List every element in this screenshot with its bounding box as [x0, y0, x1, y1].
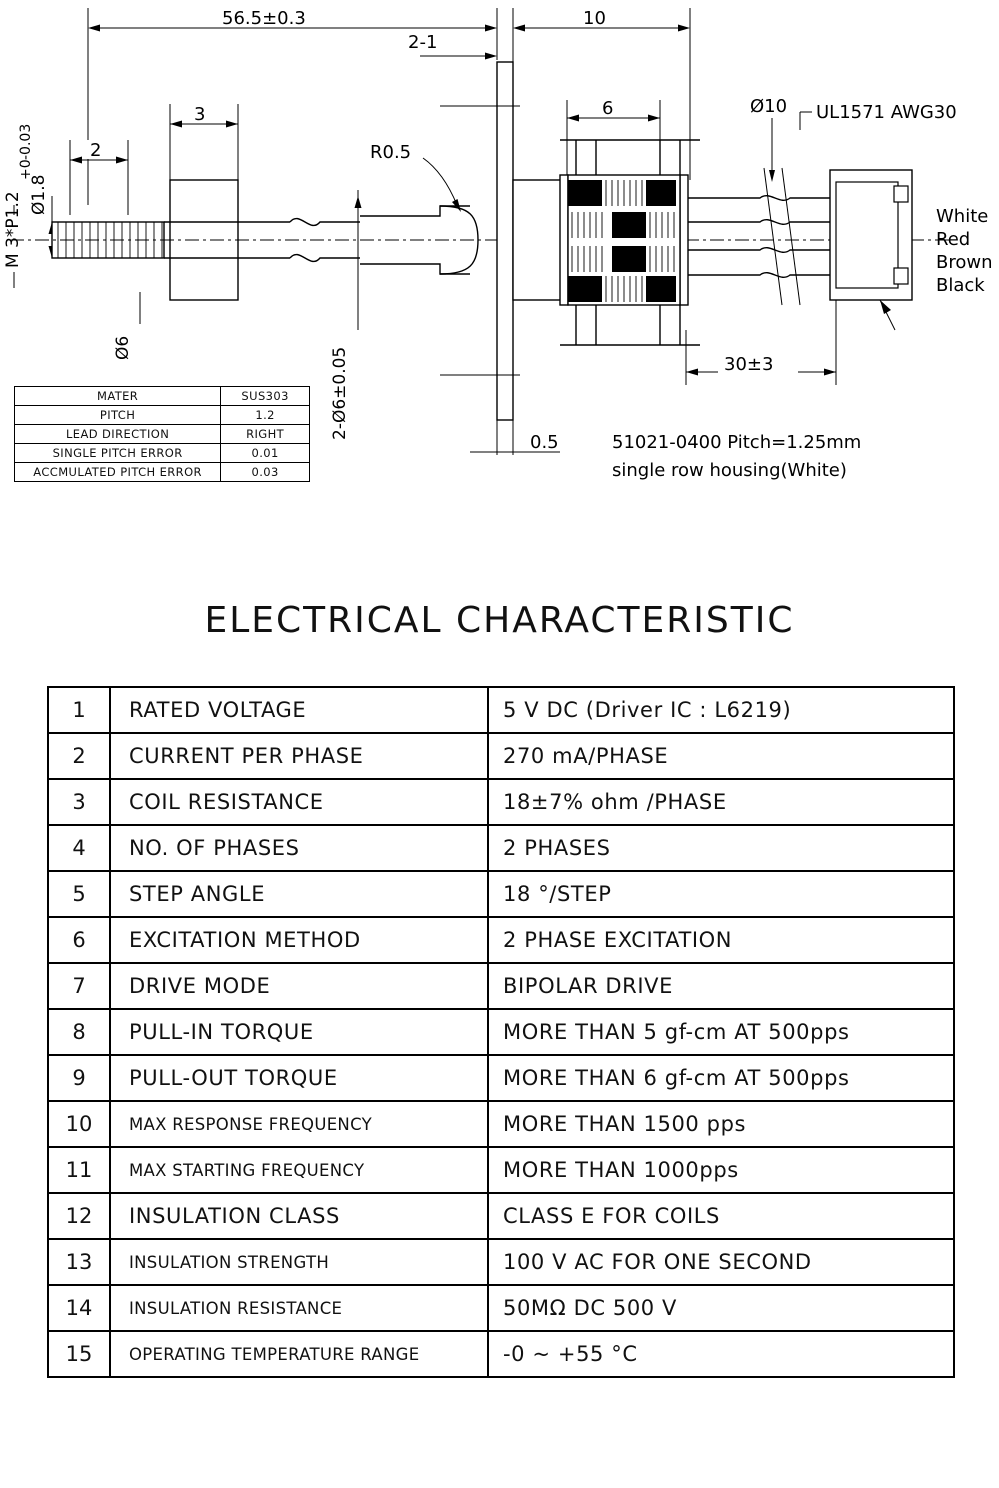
row-item: PULL-OUT TORQUE — [110, 1055, 488, 1101]
single-pitch-error-value: 0.01 — [221, 444, 310, 463]
row-value: 2 PHASES — [488, 825, 954, 871]
table-row — [48, 1147, 954, 1193]
row-value: MORE THAN 1500 pps — [488, 1101, 954, 1147]
svg-text:Ø1.8: Ø1.8 — [29, 174, 49, 215]
row-value: BIPOLAR DRIVE — [488, 963, 954, 1009]
svg-text:51021-0400 Pitch=1.25mm: 51021-0400 Pitch=1.25mm — [612, 432, 862, 453]
table-row — [48, 963, 954, 1009]
dim-2-1 — [408, 32, 497, 60]
svg-text:2-1: 2-1 — [408, 32, 438, 53]
label-r05 — [370, 142, 461, 212]
row-item: EXCITATION METHOD — [110, 917, 488, 963]
table-row — [15, 444, 310, 463]
row-number: 10 — [48, 1101, 110, 1147]
svg-text:10: 10 — [583, 8, 606, 29]
row-item: MAX RESPONSE FREQUENCY — [110, 1101, 488, 1147]
svg-text:Ø6: Ø6 — [113, 335, 133, 360]
row-item: COIL RESISTANCE — [110, 779, 488, 825]
row-value: 2 PHASE EXCITATION — [488, 917, 954, 963]
table-row — [48, 733, 954, 779]
row-number: 5 — [48, 871, 110, 917]
svg-text:single row housing(White): single row housing(White) — [612, 460, 847, 481]
row-value: 18 °/STEP — [488, 871, 954, 917]
material-table-body — [15, 387, 310, 482]
row-item: MAX STARTING FREQUENCY — [110, 1147, 488, 1193]
dim-10 — [513, 8, 690, 180]
accumulated-pitch-error-label: ACCMULATED PITCH ERROR — [15, 463, 221, 482]
electrical-characteristic-body — [48, 687, 954, 1377]
row-number: 4 — [48, 825, 110, 871]
svg-text:0.5: 0.5 — [530, 432, 559, 453]
dim-6-pcb — [567, 98, 660, 180]
table-row — [48, 1239, 954, 1285]
row-number: 6 — [48, 917, 110, 963]
svg-text:UL1571 AWG30: UL1571 AWG30 — [816, 102, 957, 123]
dim-dia6 — [113, 292, 140, 360]
row-value: -0 ~ +55 °C — [488, 1331, 954, 1377]
table-row — [48, 1193, 954, 1239]
lead-wires — [688, 168, 830, 305]
accumulated-pitch-error-value: 0.03 — [221, 463, 310, 482]
dim-wire-length — [686, 300, 836, 385]
row-number: 15 — [48, 1331, 110, 1377]
row-number: 12 — [48, 1193, 110, 1239]
table-row — [48, 1285, 954, 1331]
table-row — [48, 917, 954, 963]
row-value: MORE THAN 6 gf-cm AT 500pps — [488, 1055, 954, 1101]
table-row — [15, 406, 310, 425]
connector-spec-label — [612, 432, 861, 481]
svg-text:M 3*P1.2: M 3*P1.2 — [3, 191, 23, 268]
connector-housing — [830, 170, 912, 330]
row-item: PULL-IN TORQUE — [110, 1009, 488, 1055]
svg-text:Ø10: Ø10 — [750, 96, 788, 117]
svg-text:Black: Black — [936, 275, 985, 296]
lead-direction-label: LEAD DIRECTION — [15, 425, 221, 444]
coil-assembly — [560, 140, 700, 345]
row-value: 270 mA/PHASE — [488, 733, 954, 779]
lead-direction-value: RIGHT — [221, 425, 310, 444]
dim-plate-thickness — [470, 420, 560, 455]
mounting-flange — [440, 62, 567, 420]
row-value: 100 V AC FOR ONE SECOND — [488, 1239, 954, 1285]
row-number: 7 — [48, 963, 110, 1009]
row-item: NO. OF PHASES — [110, 825, 488, 871]
material-value: SUS303 — [221, 387, 310, 406]
table-row — [15, 425, 310, 444]
row-value: 18±7% ohm /PHASE — [488, 779, 954, 825]
row-number: 3 — [48, 779, 110, 825]
row-item: INSULATION STRENGTH — [110, 1239, 488, 1285]
row-number: 14 — [48, 1285, 110, 1331]
table-row — [48, 1101, 954, 1147]
svg-text:6: 6 — [602, 98, 614, 119]
row-number: 13 — [48, 1239, 110, 1285]
svg-text:Brown: Brown — [936, 252, 993, 273]
table-row — [48, 825, 954, 871]
pitch-value: 1.2 — [221, 406, 310, 425]
table-row — [48, 1009, 954, 1055]
svg-text:R0.5: R0.5 — [370, 142, 412, 163]
row-value: 50MΩ DC 500 V — [488, 1285, 954, 1331]
svg-text:3: 3 — [194, 104, 206, 125]
svg-text:2: 2 — [90, 140, 102, 161]
row-item: CURRENT PER PHASE — [110, 733, 488, 779]
row-number: 8 — [48, 1009, 110, 1055]
table-row — [48, 1055, 954, 1101]
row-number: 2 — [48, 733, 110, 779]
table-row — [15, 463, 310, 482]
row-value: MORE THAN 1000pps — [488, 1147, 954, 1193]
row-value: MORE THAN 5 gf-cm AT 500pps — [488, 1009, 954, 1055]
table-row — [15, 387, 310, 406]
dim-left-shaft — [3, 124, 128, 288]
row-number: 9 — [48, 1055, 110, 1101]
svg-text:-0.03: -0.03 — [18, 123, 34, 160]
row-item: RATED VOLTAGE — [110, 687, 488, 733]
row-item: STEP ANGLE — [110, 871, 488, 917]
material-table — [14, 386, 310, 482]
dim-3-body — [170, 104, 238, 180]
single-pitch-error-label: SINGLE PITCH ERROR — [15, 444, 221, 463]
table-row — [48, 779, 954, 825]
label-wire-spec — [750, 96, 957, 182]
dim-2-dia6 — [330, 190, 362, 440]
row-number: 1 — [48, 687, 110, 733]
row-number: 11 — [48, 1147, 110, 1193]
table-row — [48, 871, 954, 917]
row-value: 5 V DC (Driver IC : L6219) — [488, 687, 954, 733]
row-item: DRIVE MODE — [110, 963, 488, 1009]
svg-text:Red: Red — [936, 229, 971, 250]
svg-text:2-Ø6±0.05: 2-Ø6±0.05 — [330, 346, 350, 440]
svg-text:White: White — [936, 206, 989, 227]
svg-text:30±3: 30±3 — [724, 354, 774, 375]
row-item: INSULATION RESISTANCE — [110, 1285, 488, 1331]
row-item: INSULATION CLASS — [110, 1193, 488, 1239]
svg-text:56.5±0.3: 56.5±0.3 — [222, 8, 306, 29]
table-row — [48, 1331, 954, 1377]
wire-color-labels — [936, 206, 993, 296]
material-label: MATER — [15, 387, 221, 406]
pitch-label: PITCH — [15, 406, 221, 425]
svg-text:+0: +0 — [18, 159, 34, 180]
table-row — [48, 687, 954, 733]
electrical-characteristic-table — [47, 686, 955, 1378]
electrical-characteristic-title: ELECTRICAL CHARACTERISTIC — [204, 600, 795, 641]
row-value: CLASS E FOR COILS — [488, 1193, 954, 1239]
row-item: OPERATING TEMPERATURE RANGE — [110, 1331, 488, 1377]
